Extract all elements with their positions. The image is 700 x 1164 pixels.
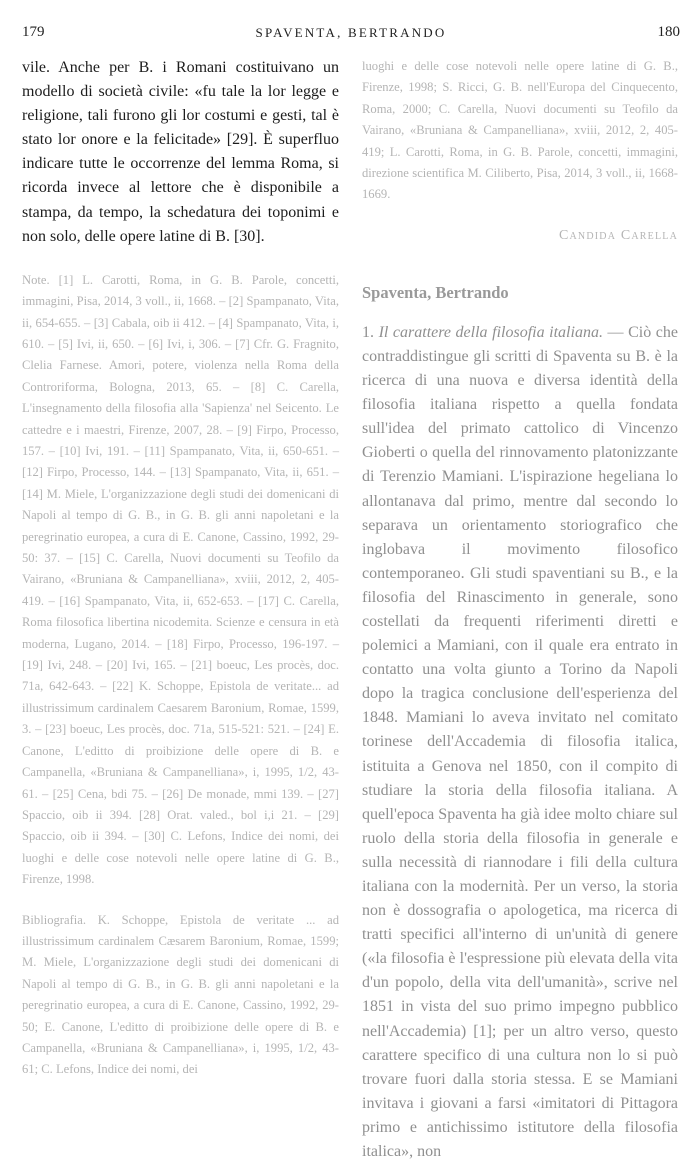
- running-title: SPAVENTA, BERTRANDO: [255, 25, 447, 40]
- page-number-right: 180: [657, 24, 680, 40]
- section-number: 1.: [362, 323, 374, 341]
- entry-title: Spaventa, Bertrando: [362, 282, 509, 302]
- bibliography-block: Bibliografia. K. Schoppe, Epistola de veritate ... ad illustrissimum cardinalem Cæsarem Baronium, Romae, 1599; M. Miele, L'organizzazione degli studi dei domenicani di Napoli al tempo di G. B., in G. B. gli anni napoletani e la peregrinatio europea, a cura di E. Canone, Cassino, 1992, 29-50; E. Canone, L'editto di proibizione delle opere di B. e Campanella, «Bruniana & Campanelliana», i, 1995, 1/2, 43-61; C. Lefons, Indice dei nomi, dei: [22, 912, 339, 1077]
- left-column: [22, 56, 339, 1081]
- notes-block: Note. [1] L. Carotti, Roma, in G. B. Parole, concetti, immagini, Pisa, 2014, 3 voll., ii, 1668. – [2] Spampanato, Vita, ii, 654-655. – [3] Cabala, oib ii 412. – [4] Spampanato, Vita, i, 610. – [5] Ivi, ii, 650. – [6] Ivi, i, 306. – [7] Cfr. G. Fragnito, Clelia Farnese. Amori, potere, violenza nella Roma della Controriforma, Bologna, 2013, 65. – [8] C. Carella, L'insegnamento della filosofia alla 'Sapienza' nel Seicento. Le cattedre e i maestri, Firenze, 2007, 28. – [9] Firpo, Processo, 157. – [10] Ivi, 191. – [11] Spampanato, Vita, ii, 650-651. – [12] Firpo, Processo, 144. – [13] Spampanato, Vita, ii, 651. – [14] M. Miele, L'organizzazione degli studi dei domenicani di Napoli al tempo di G. B., in G. B. gli anni napoletani e la peregrinatio europea, a cura di E. Canone, Cassino, 1992, 29-50: 37. – [15] C. Carella, Nuovi documenti su Teofilo da Vairano, «Bruniana & Campanelliana», xviii, 2012, 2, 405-419. – [16] Spampanato, Vita, ii, 652-653. – [17] C. Carella, Roma filosofica libertina nicodemita. Scienze e censura in età moderna, Lugano, 2014. – [18] Firpo, Processo, 196-197. – [19] Ivi, 248. – [20] Ivi, 165. – [21] boeuc, Les procès, doc. 71a, 642-643. – [22] K. Schoppe, Epistola de veritate... ad illustrissimum cardinalem Caesarem Baronium, Romae, 1599, 3. – [23] boeuc, Les procès, doc. 71a, 515-521: 521. – [24] E. Canone, L'editto di proibizione delle opere di B. e Campanella, «Bruniana & Campanelliana», i, 1995, 1/2, 43-61. – [25] Cena, bdi 75. – [26] De monade, mmi 139. – [27] Spaccio, oib ii 394. [28] Orat. valed., bol i,i 21. – [29] Spaccio, oib ii 394. – [30] C. Lefons, Indice dei nomi, dei luoghi e delle cose notevoli nelle opere latine di G. B., Firenze, 1998.: [22, 272, 339, 887]
- body-paragraph: vile. Anche per B. i Romani costituivano un modello di società civile: «fu tale la lor legge e religione, tali furono gli lor costumi e gesti, tal è stato lor onore e la felicitade» [29]. È superfluo indicare tutte le occorrenze del lemma Roma, si ricorda invece al lettore che è disponibile a stampa, da tempo, la schedatura dei toponimi e non solo, delle opere latine di B. [30].: [22, 59, 339, 245]
- running-header: [22, 24, 680, 48]
- section-title: Il carattere della filosofia italiana.: [378, 323, 603, 341]
- bibliography-continuation: luoghi e delle cose notevoli nelle opere latine di G. B., Firenze, 1998; S. Ricci, G. B. nell'Europa del Cinquecento, Roma, 2000; C. Carella, Nuovi documenti su Teofilo da Vairano, «Bruniana & Campanelliana», xviii, 2012, 2, 405-419; L. Carotti, Roma, in G. B. Parole, concetti, immagini, direzione scientifica M. Ciliberto, Pisa, 2014, 3 voll., ii, 1668-1669.: [362, 59, 678, 202]
- section-paragraph: [362, 321, 678, 1164]
- right-column: [362, 56, 678, 1164]
- page-number-left: 179: [22, 24, 45, 40]
- section-body: — Ciò che contraddistingue gli scritti di Spaventa su B. è la ricerca di una nuova e diversa identità della filosofia italiana rispetto a quella fondata sull'idea del primato cattolico di Vincenzo Gioberti o quella del rinnovamento platonizzante di Terenzio Mamiani. L'ispirazione hegeliana lo allontanava dal primo, mentre dal secondo lo separava un orientamento storiografico che inglobava il movimento filosofico contemporaneo. Gli studi spaventiani su B., e la filosofia del Rinascimento in generale, sono costellati da frequenti riferimenti diretti e polemici a Mamiani, con il quale era entrato in contatto una volta giunto a Torino da Napoli dopo la tragica conclusione dell'esperienza del 1848. Mamiani lo aveva invitato nel comitato torinese dell'Accademia di filosofia italica, istituita a Genova nel 1850, con il compito di studiare la storia della filosofia italiana. A quell'epoca Spaventa ha già idee molto chiare sul ruolo della storia della filosofia in generale e sulla necessità di riannodare i fili della cultura italiana con la modernità. Per un verso, la storia non è dossografia o apologetica, ma ricerca di tratti specifici all'interno di un'unità di genere («la filosofia è l'espressione più elevata della vita d'un popolo, della vita dell'umanità», scrive nel 1851 in vista del suo primo impegno pubblico nell'Accademia) [1]; per un altro verso, questo carattere specifico di una cultura non lo si può trovare fuori dalla storia stessa. E se Mamiani invitava i giovani a farsi «imitatori di Pittagora primo e antichissimo istitutore della filosofia italica», non: [362, 323, 678, 1161]
- entry-author: Candida Carella: [558, 227, 678, 243]
